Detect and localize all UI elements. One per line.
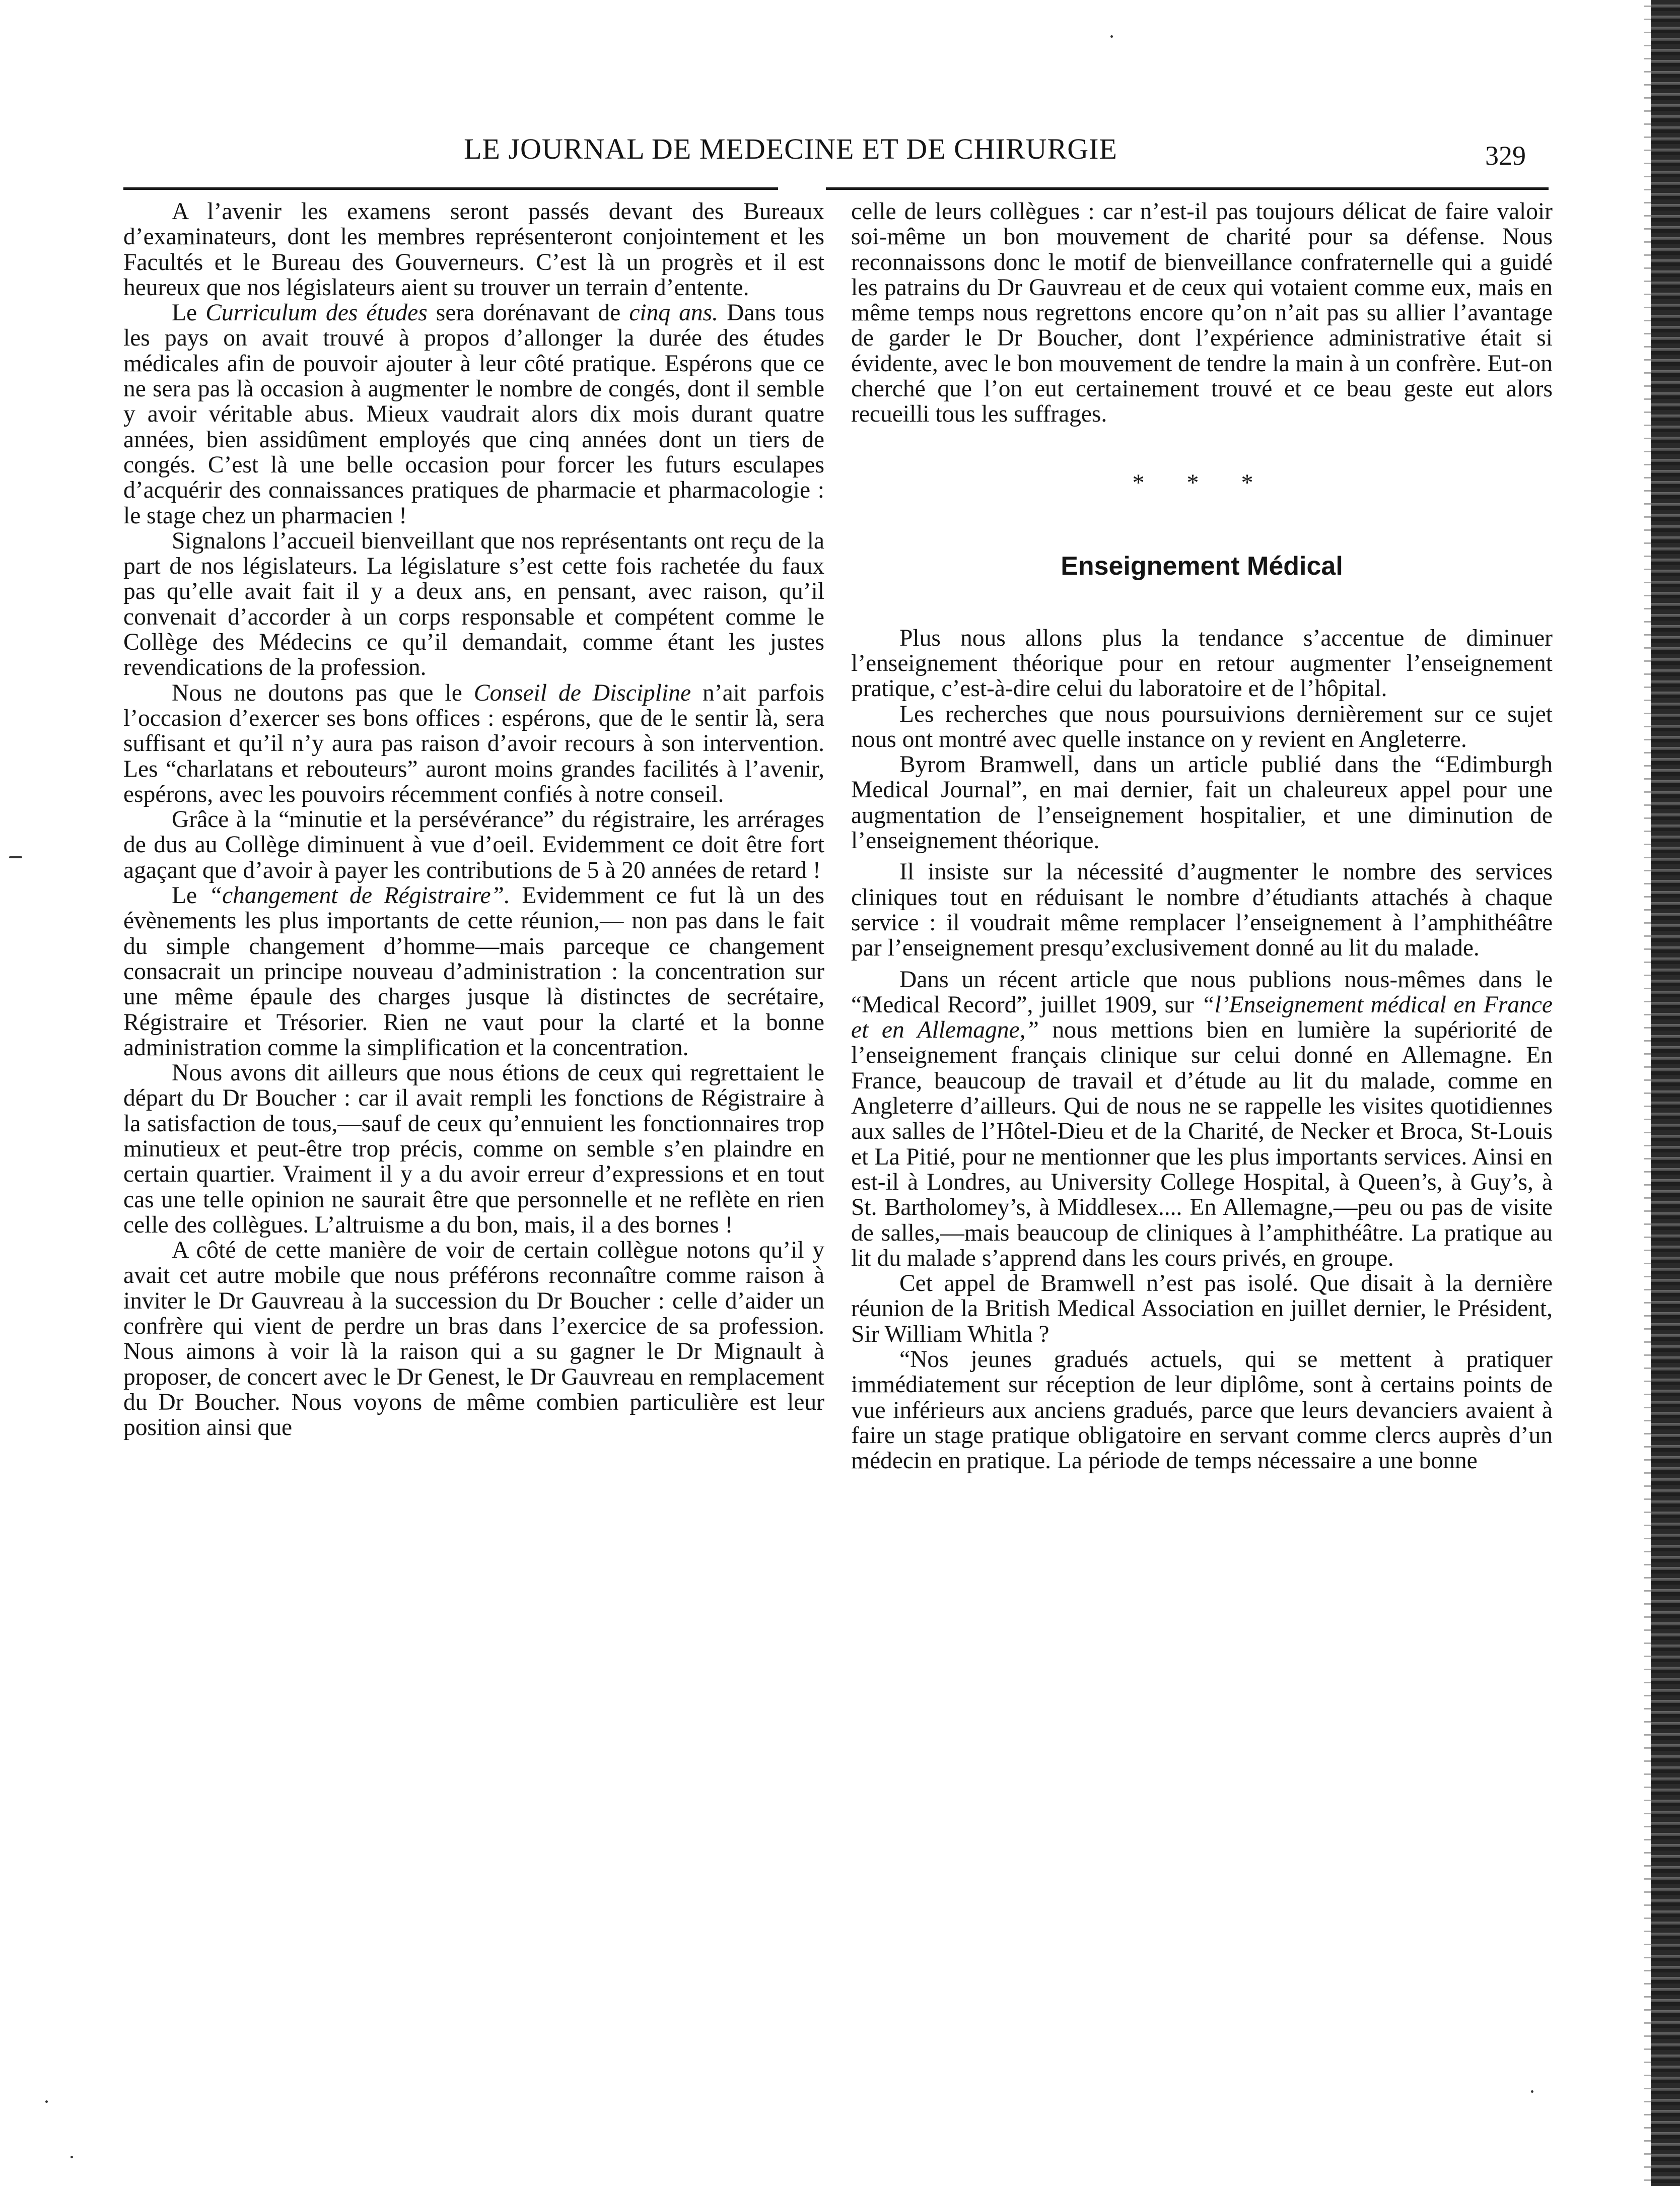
paragraph: Le “changement de Régistraire”. Evidemment ce fut là un des évènements les plus importants de cette réunion,— non pas dans le fait du simple changement d’homme—mais parceque ce changement consacrait un principe nouveau d’administration : la concentration sur une même épaule des charges jusque là distinctes de secrétaire, Régistraire et Trésorier. Rien ne vaut pour la clarté et la bonne administration comme la simplification et la concentration. <box>123 882 824 1061</box>
paragraph: A l’avenir les examens seront passés devant des Bureaux d’examinateurs, dont les membres représenteront conjointement et les Facultés et le Bureau des Gouverneurs. C’est là un progrès et il est heureux que nos législateurs aient su trouver un terrain d’entente. <box>123 198 824 301</box>
paragraph: Nous ne doutons pas que le Conseil de Discipline n’ait parfois l’occasion d’exercer ses bons offices : espérons, que de le sentir là, sera suffisant et qu’il n’y aura pas raison d’avoir recours à son intervention. Les “charlatans et rebouteurs” auront moins grandes facilités à l’avenir, espérons, avec les pouvoirs récemment confiés à notre conseil. <box>123 679 825 807</box>
paragraph: Dans un récent article que nous publions nous-mêmes dans le “Medical Record”, juillet 1909, sur “l’Enseignement médical en France et en Allemagne,” nous mettions bien en lumière la supériorité de l’enseignement français clinique sur celui donné en Allemagne. En France, beaucoup de travail et d’étude au lit du malade, comme en Angleterre d’ailleurs. Qui de nous ne se rappelle les visites quotidiennes aux salles de l’Hôtel-Dieu et de la Charité, de Necker et Broca, St-Louis et La Pitié, pour ne mentionner que les plus importants services. Ainsi en est-il à Londres, au University College Hospital, à Queen’s, à Guy’s, à St. Bartholomey’s, à Middlesex.... En Allemagne,—peu ou pas de visite de salles,—mais beaucoup de cliniques à l’amphithéâtre. La pratique au lit du malade s’apprend dans les cours privés, en groupe. <box>851 966 1553 1271</box>
scan-speck <box>71 2156 73 2158</box>
left-text-column <box>123 199 824 1441</box>
scan-speck <box>45 2100 48 2103</box>
scan-speck <box>9 856 22 858</box>
header-rule-right <box>826 187 1549 190</box>
heading-spacer <box>851 582 1553 626</box>
section-heading: Enseignement Médical <box>1061 551 1343 581</box>
page-number: 329 <box>1485 141 1526 171</box>
right-text-column <box>851 199 1553 1473</box>
paragraph: Le Curriculum des études sera dorénavant de cinq ans. Dans tous les pays on avait trouvé à propos d’allonger la durée des études médicales afin de pouvoir ajouter à leur côté pratique. Espérons que ce ne sera pas là occasion à augmenter le nombre de congés, dont il semble y avoir véritable abus. Mieux vaudrait alors dix mois durant quatre années, bien assidûment employés que cinq années dont un tiers de congés. C’est là une belle occasion pour forcer les futurs esculapes d’acquérir des connaissances pratiques de pharmacie et pharmacologie : le stage chez un pharmacien ! <box>123 300 824 529</box>
paragraph: Grâce à la “minutie et la persévérance” du régistraire, les arrérages de dus au Collège diminuent à vue d’oeil. Evidemment ce doit être fort agaçant que d’avoir à payer les contributions de 5 à 20 années de retard ! <box>123 806 824 883</box>
paragraph: Byrom Bramwell, dans un article publié dans the “Edimburgh Medical Journal”, en mai dernier, fait un chaleureux appel pour une augmentation de l’enseignement hospitalier, et une diminution de l’enseignement théorique. <box>851 752 1553 854</box>
header-rule-left <box>123 187 778 190</box>
paragraph: Nous avons dit ailleurs que nous étions de ceux qui regrettaient le départ du Dr Boucher : car il avait rempli les fonctions de Régistraire à la satisfaction de tous,—sauf de ceux qu’ennuient les fonctionnaires trop minutieux et peut-être trop précis, comme on semble s’en plaindre en certain quartier. Vraiment il y a du avoir erreur d’expressions et en tout cas une telle opinion ne saurait être que personnelle et ne reflète en rien celle des collègues. L’altruisme a du bon, mais, il a des bornes ! <box>123 1060 824 1238</box>
scan-speck <box>1110 35 1113 38</box>
paragraph: Les recherches que nous poursuivions dernièrement sur ce sujet nous ont montré avec quelle instance on y revient en Angleterre. <box>851 701 1553 753</box>
paragraph: Signalons l’accueil bienveillant que nos représentants ont reçu de la part de nos législateurs. La législature s’est cette fois rachetée du faux pas qu’elle avait fait il y a deux ans, en pensant, avec raison, qu’il convenait d’accorder à un corps responsable et compétent comme le Collège des Médecins ce qu’il demandait, comme étant les justes revendications de la profession. <box>123 527 824 681</box>
scan-speck <box>1531 2090 1533 2093</box>
paragraph: Plus nous allons plus la tendance s’accentue de diminuer l’enseignement théorique pour en retour augmenter l’enseignement pratique, c’est-à-dire celui du laboratoire et de l’hôpital. <box>851 625 1553 702</box>
paragraph-continued: celle de leurs collègues : car n’est-il pas toujours délicat de faire valoir soi-même un bon mouvement de charité pour sa défense. Nous reconnaissons donc le motif de bienveillance confraternelle qui a guidé les patrains du Dr Gauvreau et de ceux qui votaient comme eux, mais en même temps nous regrettons encore qu’on n’ait pas su allier l’avantage de garder le Dr Boucher, dont l’expérience administrative était si évidente, avec le bon mouvement de tendre la main à un confrère. Eut-on cherché que l’on eut certainement trouvé et ce beau geste eut alors recueilli tous les suffrages. <box>851 198 1553 428</box>
paragraph: Cet appel de Bramwell n’est pas isolé. Que disait à la dernière réunion de la British Medical Association en juillet dernier, le Président, Sir William Whitla ? <box>851 1270 1553 1347</box>
paragraph: A côté de cette manière de voir de certain collègue notons qu’il y avait cet autre mobile que nous préférons reconnaître comme raison à inviter le Dr Gauvreau à la succession du Dr Boucher : celle d’aider un confrère qui vient de perdre un bras dans l’exercice de sa profession. Nous aimons à voir là la raison qui a su gagner le Dr Mignault à proposer, de concert avec le Dr Genest, le Dr Gauvreau en remplacement du Dr Boucher. Nous voyons de même combien particulière est leur position ainsi que <box>123 1237 824 1441</box>
paragraph: Il insiste sur la nécessité d’augmenter le nombre des services cliniques tout en réduisant le nombre d’étudiants attachés à chaque service : il voudrait même remplacer l’enseignement à l’amphithéâtre par l’enseignement presqu’exclusivement donné au lit du malade. <box>851 859 1553 962</box>
running-header-title: LE JOURNAL DE MEDECINE ET DE CHIRURGIE <box>464 132 1117 165</box>
section-separator-stars: * * * <box>1132 469 1272 496</box>
paragraph: “Nos jeunes gradués actuels, qui se mettent à pratiquer immédiatement sur réception de leur diplôme, sont à certains points de vue inférieurs aux anciens gradués, parce que leurs devanciers avaient à faire un stage pratique obligatoire en servant comme clercs auprès d’un médecin en pratique. La période de temps nécessaire a une bonne <box>851 1346 1553 1474</box>
book-binding-edge <box>1651 0 1680 2186</box>
